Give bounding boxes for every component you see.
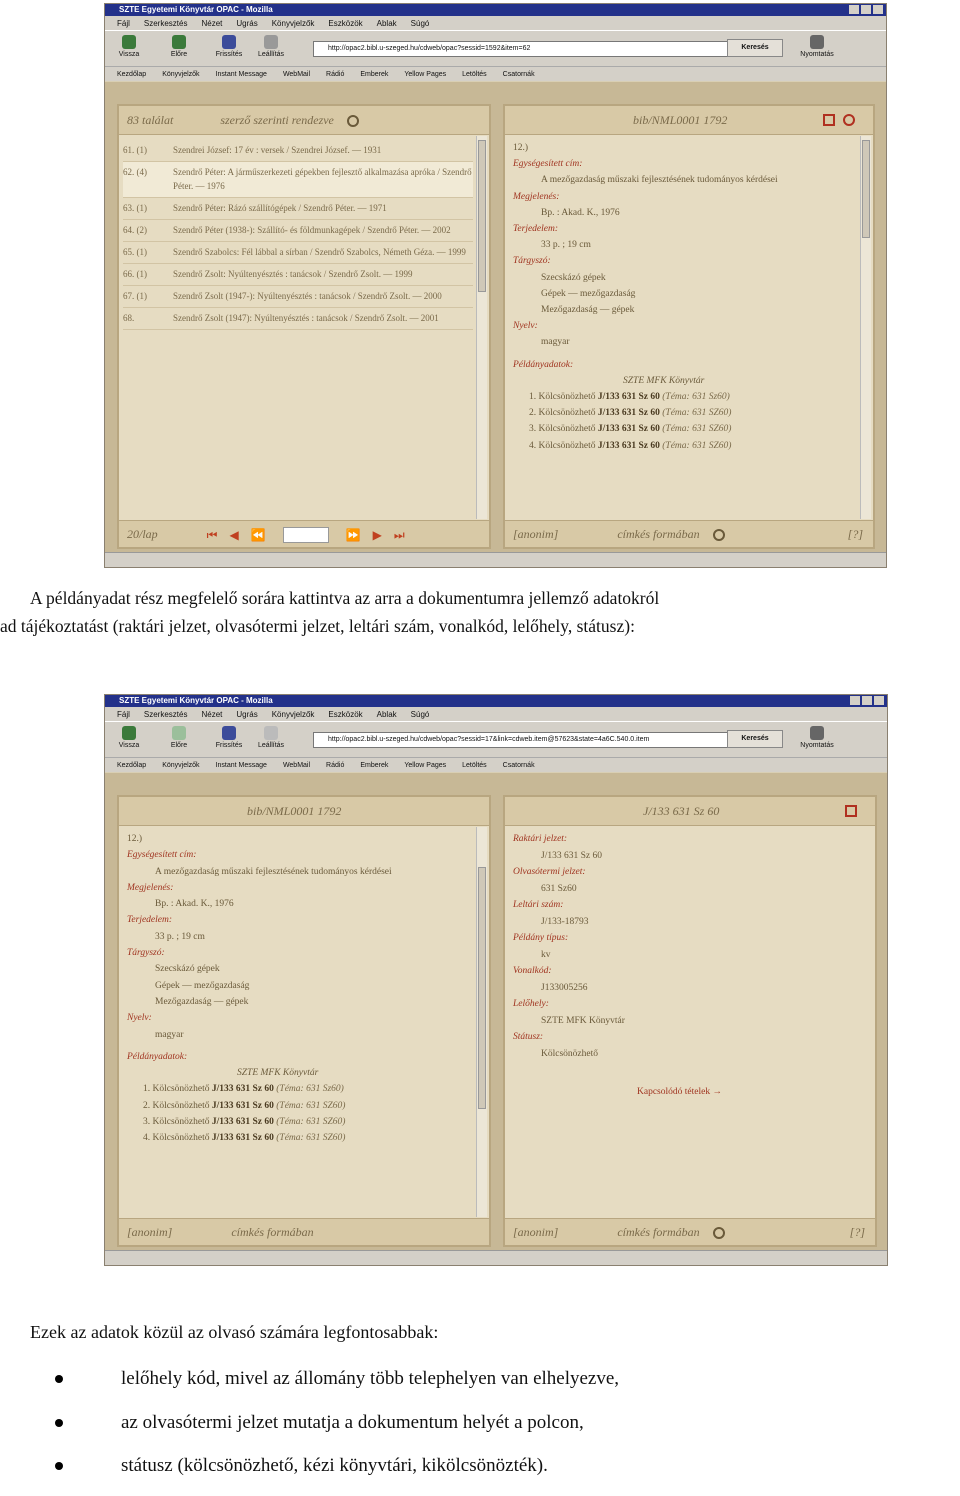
record-pane <box>503 104 875 549</box>
field-value: J/133-18793 <box>541 916 589 927</box>
menu-window[interactable]: Ablak <box>376 709 397 719</box>
prev-page-icon: ⏪ <box>250 528 266 543</box>
copy-row[interactable]: 4. Kölcsönözhető J/133 631 Sz 60 (Téma: 631 SZ60) <box>143 1133 346 1144</box>
bookmark-im[interactable]: Instant Message <box>215 70 267 78</box>
bookmark-people[interactable]: Emberek <box>360 70 389 78</box>
subject-link[interactable]: Mezőgazdaság — gépek <box>541 305 635 316</box>
subject-link[interactable]: Szecskázó gépek <box>541 272 606 283</box>
bookmark-bookmarks[interactable]: Könyvjelzők <box>162 70 200 78</box>
intro-paragraph: Ezek az adatok közül az olvasó számára legfontosabbak: <box>30 1322 439 1342</box>
field-label: Nyelv: <box>127 1013 152 1024</box>
forward-arrow-icon <box>172 726 186 740</box>
record-number: 12.) <box>513 143 529 153</box>
field-value: A mezőgazdaság műszaki fejlesztésének tudományos kérdései <box>541 175 778 186</box>
menu-file[interactable]: Fájl <box>117 18 130 28</box>
search-icon[interactable] <box>713 529 725 541</box>
field-value: A mezőgazdaság műszaki fejlesztésének tudományos kérdései <box>155 866 392 877</box>
search-icon[interactable] <box>347 115 359 127</box>
back-button[interactable]: Vissza <box>115 35 143 58</box>
bookmarks-toolbar <box>105 757 887 772</box>
menu-window[interactable]: Ablak <box>376 18 397 28</box>
bullet-list <box>55 1365 619 1496</box>
record-id: bib/NML0001 1792 <box>633 113 728 127</box>
bookmark-icon[interactable] <box>843 114 855 126</box>
window-titlebar <box>105 695 887 707</box>
reload-icon <box>222 35 236 49</box>
subject-link[interactable]: Gépek — mezőgazdaság <box>155 980 250 991</box>
field-label: Lelőhely: <box>513 999 549 1009</box>
menu-view[interactable]: Nézet <box>201 18 223 28</box>
reload-button[interactable]: Frissítés <box>215 35 243 58</box>
page-number-input[interactable] <box>283 527 329 543</box>
search-button[interactable]: Keresés <box>727 39 783 57</box>
menu-go[interactable]: Ugrás <box>236 18 258 28</box>
bibliographic-record <box>513 140 857 454</box>
stop-icon <box>264 35 278 49</box>
menu-help[interactable]: Súgó <box>410 709 430 719</box>
bookmark-radio[interactable]: Rádió <box>326 70 345 78</box>
field-label: Olvasótermi jelzet: <box>513 867 586 877</box>
record-scrollbar[interactable] <box>476 827 487 1217</box>
menu-bookmarks[interactable]: Könyvjelzők <box>271 709 315 719</box>
results-scrollbar[interactable] <box>476 136 487 519</box>
field-label: Tárgyszó: <box>513 256 551 267</box>
forward-button[interactable]: Előre <box>165 35 193 58</box>
field-value: Kölcsönözhető <box>541 1048 598 1059</box>
library-name: SZTE MFK Könyvtár <box>237 1068 319 1079</box>
help-link[interactable]: [?] <box>849 1225 865 1239</box>
next-icon: ▶ <box>372 528 382 543</box>
menu-file[interactable]: Fájl <box>117 709 130 719</box>
field-label: Példányadatok: <box>513 359 574 370</box>
field-value: magyar <box>541 337 570 348</box>
url-field[interactable]: http://opac2.bibl.u-szeged.hu/cdweb/opac?sessid=1592&item=62 <box>313 41 735 57</box>
bibliographic-record <box>127 831 473 1147</box>
field-value: 631 Sz60 <box>541 883 577 894</box>
field-label: Megjelenés: <box>127 882 174 893</box>
list-item[interactable]: 64. (2) Szendrő Péter (1938-): Szállító- és földmunkagépek / Szendrő Péter. — 2002 <box>123 220 473 242</box>
menu-bar <box>105 707 887 721</box>
record-scrollbar[interactable] <box>860 136 871 519</box>
field-label: Példányadatok: <box>127 1051 188 1062</box>
url-field[interactable]: http://opac2.bibl.u-szeged.hu/cdweb/opac?sessid=17&link=cdweb.item@57623&state=4a6C.540.0.item <box>313 732 735 748</box>
display-format[interactable]: címkés formában <box>617 1225 700 1239</box>
field-label: Példány típus: <box>513 933 569 943</box>
item-detail-pane <box>503 795 877 1247</box>
bookmark-bookmarks[interactable]: Könyvjelzők <box>162 761 200 769</box>
reload-icon <box>222 726 236 740</box>
menu-go[interactable]: Ugrás <box>236 709 258 719</box>
field-label: Vonalkód: <box>513 966 552 976</box>
copy-row[interactable]: 3. Kölcsönözhető J/133 631 Sz 60 (Téma: 631 SZ60) <box>143 1117 346 1128</box>
menu-tools[interactable]: Eszközök <box>328 18 363 28</box>
record-footer <box>119 1218 489 1245</box>
bookmark-radio[interactable]: Rádió <box>326 761 345 769</box>
browser-screenshot-1 <box>104 3 887 568</box>
caption-line-1: A példányadat rész megfelelő sorára kattintva az arra a dokumentumra jellemző adatokról <box>30 588 660 608</box>
field-label: Státusz: <box>513 1032 544 1042</box>
field-value: Bp. : Akad. K., 1976 <box>155 899 234 910</box>
bookmark-channels[interactable]: Csatornák <box>502 761 535 769</box>
copy-row[interactable]: 1. Kölcsönözhető J/133 631 Sz 60 (Téma: 631 Sz60) <box>529 392 730 403</box>
back-arrow-icon <box>122 35 136 49</box>
bookmark-download[interactable]: Letöltés <box>462 70 487 78</box>
subject-link[interactable]: Gépek — mezőgazdaság <box>541 288 636 299</box>
search-icon[interactable] <box>713 1227 725 1239</box>
field-value: 33 p. ; 19 cm <box>155 931 205 942</box>
list-item[interactable]: 61. (1) Szendrei József: 17 év : versek / Szendrei József. — 1931 <box>123 140 473 162</box>
menu-tools[interactable]: Eszközök <box>328 709 363 719</box>
field-value: J133005256 <box>541 982 588 993</box>
navigation-toolbar <box>105 30 886 67</box>
bookmark-home[interactable]: Kezdőlap <box>117 761 147 769</box>
record-number: 12.) <box>127 834 143 844</box>
bookmark-yellow-pages[interactable]: Yellow Pages <box>404 70 447 78</box>
results-header <box>119 106 489 135</box>
print-button[interactable]: Nyomtatás <box>797 726 837 749</box>
caption-line-2: ad tájékoztatást (raktári jelzet, olvasótermi jelzet, leltári szám, vonalkód, lelőhely, státusz): <box>0 616 635 636</box>
last-page-icon: ⏭ <box>393 528 405 543</box>
menu-bar <box>105 16 886 30</box>
field-value: kv <box>541 949 551 960</box>
reload-button[interactable]: Frissítés <box>215 726 243 749</box>
help-link[interactable]: [?] <box>847 527 863 541</box>
menu-edit[interactable]: Szerkesztés <box>143 709 188 719</box>
list-item[interactable]: 65. (1) Szendrő Szabolcs: Fél lábbal a sírban / Szendrő Szabolcs, Németh Géza. — 1999 <box>123 242 473 264</box>
list-item[interactable]: 63. (1) Szendrő Péter: Rázó szállítógépek / Szendrő Péter. — 1971 <box>123 198 473 220</box>
list-item[interactable]: 68. Szendrő Zsolt (1947): Nyúltenyésztés : tanácsok / Szendrő Zsolt. — 2001 <box>123 308 473 330</box>
user-status[interactable]: [anonim] <box>513 527 559 541</box>
list-item[interactable]: 62. (4) Szendrő Péter: A járműszerkezeti gépekben fejlesztő alkalmazása apróka / Szendrő Péter. — 1976 <box>123 162 473 198</box>
list-item[interactable]: 66. (1) Szendrő Zsolt: Nyúltenyésztés : tanácsok / Szendrő Zsolt. — 1999 <box>123 264 473 286</box>
bookmark-im[interactable]: Instant Message <box>215 761 267 769</box>
window-title: SZTE Egyetemi Könyvtár OPAC - Mozilla <box>119 5 273 14</box>
record-header <box>505 106 873 135</box>
menu-edit[interactable]: Szerkesztés <box>143 18 188 28</box>
printer-icon <box>810 35 824 49</box>
related-items-link[interactable]: Kapcsolódó tételek → <box>637 1087 722 1097</box>
display-format[interactable]: címkés formában <box>617 527 700 541</box>
results-footer <box>119 520 489 547</box>
field-label: Megjelenés: <box>513 191 560 202</box>
bookmark-yellow-pages[interactable]: Yellow Pages <box>404 761 447 769</box>
stop-icon <box>264 726 278 740</box>
copy-row[interactable]: 2. Kölcsönözhető J/133 631 Sz 60 (Téma: 631 SZ60) <box>529 408 732 419</box>
user-status[interactable]: [anonim] <box>513 1225 559 1239</box>
field-label: Terjedelem: <box>513 224 559 235</box>
back-button[interactable]: Vissza <box>115 726 143 749</box>
results-pane <box>117 104 491 549</box>
copy-row[interactable]: 1. Kölcsönözhető J/133 631 Sz 60 (Téma: 631 Sz60) <box>143 1084 344 1095</box>
copy-row[interactable]: 4. Kölcsönözhető J/133 631 Sz 60 (Téma: 631 SZ60) <box>529 440 732 451</box>
printer-icon <box>810 726 824 740</box>
pager-back[interactable] <box>207 522 266 548</box>
page-content <box>105 82 886 553</box>
page-content <box>105 773 887 1251</box>
results-list <box>123 140 473 330</box>
window-title: SZTE Egyetemi Könyvtár OPAC - Mozilla <box>119 696 273 705</box>
home-icon[interactable] <box>823 114 835 126</box>
sort-order[interactable]: szerző szerinti rendezve <box>220 113 334 127</box>
bookmark-home[interactable]: Kezdőlap <box>117 70 147 78</box>
copy-row[interactable]: 2. Kölcsönözhető J/133 631 Sz 60 (Téma: 631 SZ60) <box>143 1100 346 1111</box>
menu-bookmarks[interactable]: Könyvjelzők <box>271 18 315 28</box>
record-id: bib/NML0001 1792 <box>247 804 342 818</box>
record-header <box>119 797 489 826</box>
menu-view[interactable]: Nézet <box>201 709 223 719</box>
back-arrow-icon <box>122 726 136 740</box>
call-number-title: J/133 631 Sz 60 <box>643 804 720 818</box>
window-controls[interactable] <box>850 696 884 705</box>
search-button[interactable]: Keresés <box>727 730 783 748</box>
field-value: SZTE MFK Könyvtár <box>541 1015 625 1026</box>
status-bar <box>105 1250 887 1265</box>
subject-link[interactable]: Szecskázó gépek <box>155 964 220 975</box>
bookmark-channels[interactable]: Csatornák <box>502 70 535 78</box>
hit-count: 83 találat <box>127 113 174 127</box>
window-titlebar <box>105 4 886 16</box>
item-details <box>513 831 859 1101</box>
page-size[interactable]: 20/lap <box>127 527 158 541</box>
field-label: Nyelv: <box>513 321 538 332</box>
field-value: J/133 631 Sz 60 <box>541 850 602 861</box>
bookmark-people[interactable]: Emberek <box>360 761 389 769</box>
user-status[interactable]: [anonim] <box>127 1225 173 1239</box>
field-label: Egységesített cím: <box>513 159 583 170</box>
field-label: Tárgyszó: <box>127 948 165 959</box>
browser-screenshot-2 <box>104 694 888 1266</box>
first-page-icon: ⏮ <box>206 528 218 543</box>
stop-button[interactable]: Leállítás <box>257 35 285 58</box>
list-item: lelőhely kód, mivel az állomány több telephelyen van elhelyezve, <box>55 1365 619 1409</box>
record-pane <box>117 795 491 1247</box>
field-value: Bp. : Akad. K., 1976 <box>541 207 620 218</box>
field-value: 33 p. ; 19 cm <box>541 240 591 251</box>
field-label: Leltári szám: <box>513 900 564 910</box>
field-label: Raktári jelzet: <box>513 834 568 844</box>
print-button[interactable]: Nyomtatás <box>797 35 837 58</box>
navigation-toolbar <box>105 721 887 758</box>
record-footer <box>505 520 873 547</box>
item-header <box>505 797 875 826</box>
field-value: magyar <box>155 1029 184 1040</box>
home-icon[interactable] <box>845 805 857 817</box>
menu-help[interactable]: Súgó <box>410 18 430 28</box>
pager-forward[interactable] <box>346 522 405 548</box>
item-footer <box>505 1218 875 1245</box>
bookmark-webmail[interactable]: WebMail <box>282 70 311 78</box>
bookmark-download[interactable]: Letöltés <box>462 761 487 769</box>
next-page-icon: ⏩ <box>345 528 361 543</box>
subject-link[interactable]: Mezőgazdaság — gépek <box>155 996 249 1007</box>
prev-icon: ◀ <box>229 528 239 543</box>
field-label: Terjedelem: <box>127 915 173 926</box>
status-bar <box>105 552 886 567</box>
forward-button[interactable]: Előre <box>165 726 193 749</box>
list-item[interactable]: 67. (1) Szendrő Zsolt (1947-): Nyúltenyésztés : tanácsok / Szendrő Zsolt. — 2000 <box>123 286 473 308</box>
display-format[interactable]: címkés formában <box>231 1225 314 1239</box>
copy-row[interactable]: 3. Kölcsönözhető J/133 631 Sz 60 (Téma: 631 SZ60) <box>529 424 732 435</box>
list-item: státusz (kölcsönözhető, kézi könyvtári, kikölcsönözték). <box>55 1452 619 1496</box>
bookmarks-toolbar <box>105 66 886 81</box>
bookmark-webmail[interactable]: WebMail <box>282 761 311 769</box>
field-label: Egységesített cím: <box>127 850 197 861</box>
forward-arrow-icon <box>172 35 186 49</box>
list-item: az olvasótermi jelzet mutatja a dokumentum helyét a polcon, <box>55 1409 619 1453</box>
library-name: SZTE MFK Könyvtár <box>623 375 705 386</box>
window-controls[interactable] <box>849 5 883 14</box>
stop-button[interactable]: Leállítás <box>257 726 285 749</box>
